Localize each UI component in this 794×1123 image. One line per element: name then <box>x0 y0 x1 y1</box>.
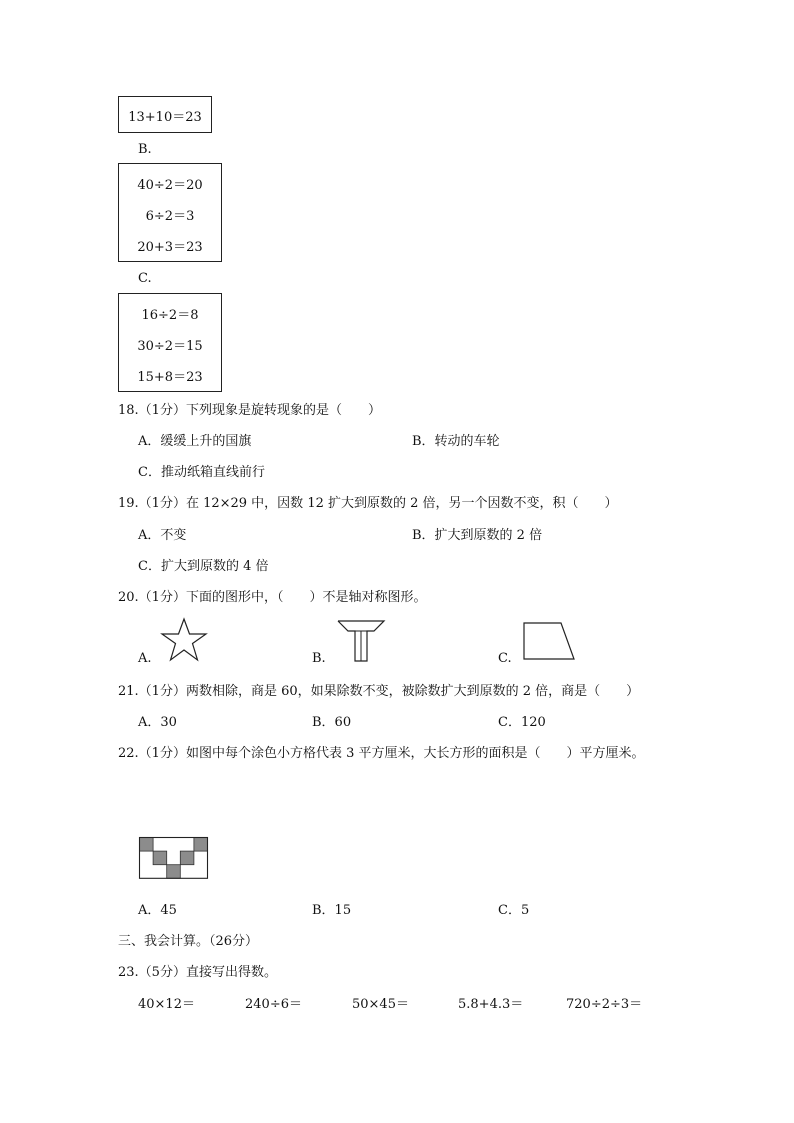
q20-option-a[interactable]: A. <box>138 651 152 666</box>
q20-option-b[interactable]: B. <box>312 651 326 666</box>
q22-option-b[interactable]: B．15 <box>312 903 352 918</box>
t-shape-icon <box>337 620 385 662</box>
star-icon <box>160 618 208 662</box>
shaded-cell <box>140 838 154 852</box>
option-c-line-1: 16÷2＝8 <box>141 308 199 323</box>
q20-option-c[interactable]: C. <box>498 651 512 666</box>
q18-option-b[interactable]: B．转动的车轮 <box>412 434 500 449</box>
option-b-line-2: 6÷2＝3 <box>145 209 195 224</box>
q21-option-b[interactable]: B．60 <box>312 715 352 730</box>
shaded-grid-figure <box>139 837 209 879</box>
option-a-line: 13+10＝23 <box>128 110 202 125</box>
option-b-line-1: 40÷2＝20 <box>137 178 203 193</box>
q22-option-c[interactable]: C．5 <box>498 903 530 918</box>
q18-option-c[interactable]: C．推动纸箱直线前行 <box>138 465 265 480</box>
option-b-box <box>118 163 222 262</box>
q18-text: 18.（1分）下列现象是旋转现象的是（ ） <box>118 403 381 418</box>
shaded-cell <box>180 851 194 865</box>
q23-item-5: 720÷2÷3＝ <box>566 997 643 1012</box>
q19-option-a[interactable]: A．不变 <box>138 528 187 543</box>
q21-option-c[interactable]: C．120 <box>498 715 546 730</box>
option-a-box <box>118 96 212 133</box>
option-b-line-3: 20+3＝23 <box>137 240 203 255</box>
option-b-label: B. <box>138 142 152 157</box>
q19-text: 19.（1分）在 12×29 中，因数 12 扩大到原数的 2 倍，另一个因数不变，积（ ） <box>118 496 618 511</box>
shaded-cell <box>167 865 181 879</box>
q23-item-4: 5.8+4.3＝ <box>458 997 524 1012</box>
q21-text: 21.（1分）两数相除，商是 60，如果除数不变，被除数扩大到原数的 2 倍，商是（ ） <box>118 684 640 699</box>
q22-text: 22.（1分）如图中每个涂色小方格代表 3 平方厘米，大长方形的面积是（ ）平方厘米。 <box>118 746 645 761</box>
option-c-label: C. <box>138 271 152 286</box>
trapezoid-icon <box>523 622 575 660</box>
q23-item-3: 50×45＝ <box>352 997 409 1012</box>
q21-option-a[interactable]: A．30 <box>138 715 177 730</box>
q23-item-1: 40×12＝ <box>138 997 195 1012</box>
shaded-cell <box>153 851 167 865</box>
option-c-box <box>118 293 222 392</box>
q20-text: 20.（1分）下面的图形中，（ ）不是轴对称图形。 <box>118 590 427 605</box>
option-c-line-3: 15+8＝23 <box>137 370 203 385</box>
shaded-cell <box>194 838 208 852</box>
q23-item-2: 240÷6＝ <box>245 997 302 1012</box>
q18-option-a[interactable]: A．缓缓上升的国旗 <box>138 434 252 449</box>
q19-option-b[interactable]: B．扩大到原数的 2 倍 <box>412 528 543 543</box>
q23-text: 23.（5分）直接写出得数。 <box>118 965 277 980</box>
section-3-title: 三、我会计算。（26分） <box>118 934 259 949</box>
option-c-line-2: 30÷2＝15 <box>137 339 203 354</box>
q19-option-c[interactable]: C．扩大到原数的 4 倍 <box>138 559 269 574</box>
q22-option-a[interactable]: A．45 <box>138 903 177 918</box>
